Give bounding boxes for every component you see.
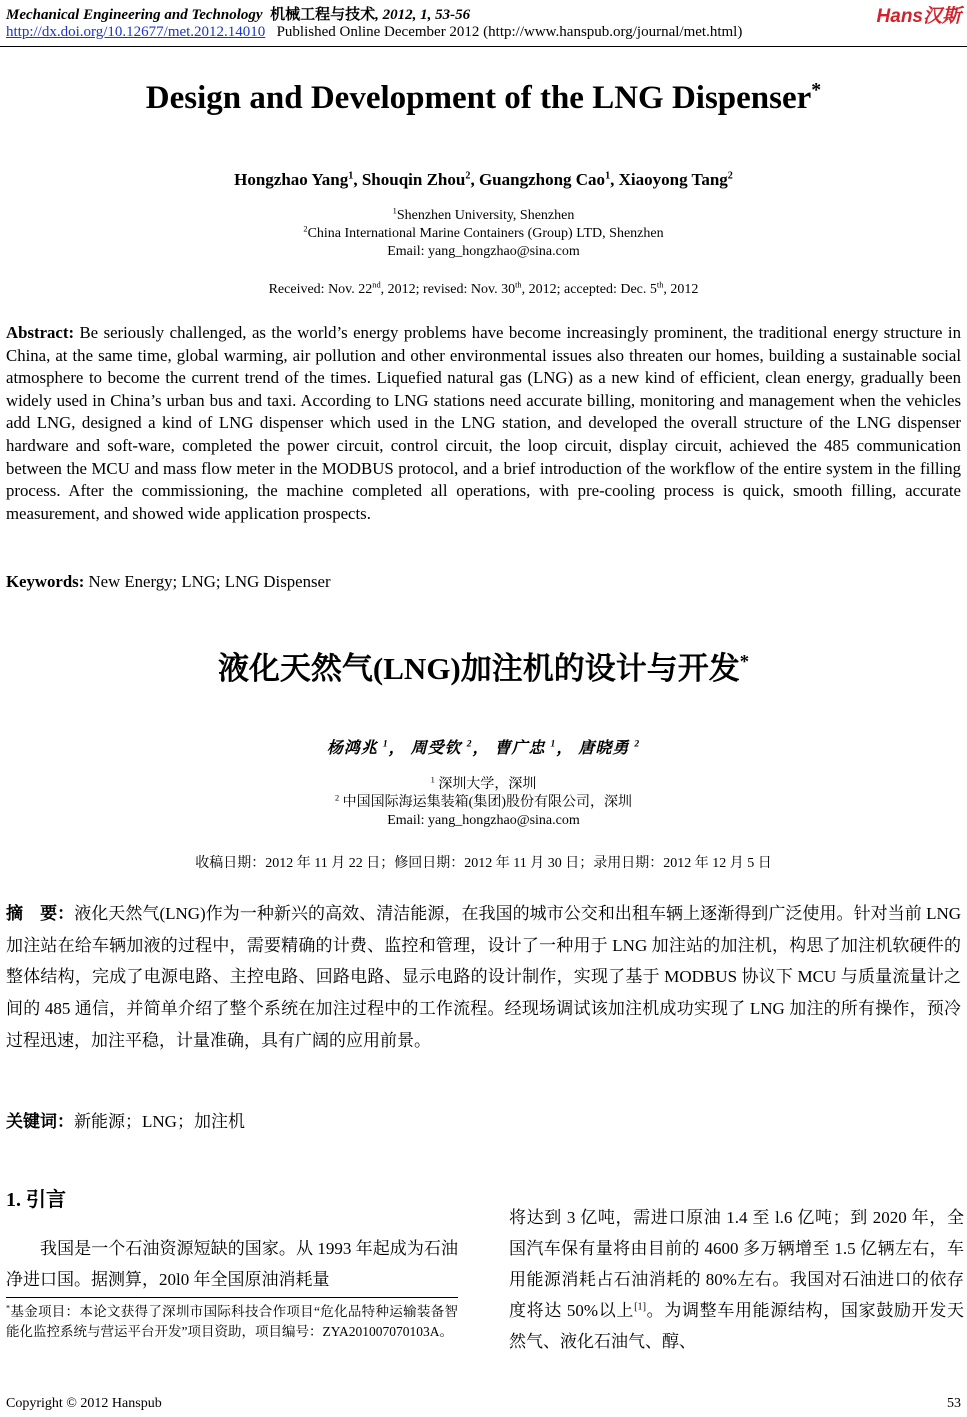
publisher-logo: Hans汉斯 <box>876 6 961 27</box>
author-name: 周受钦 <box>410 740 462 757</box>
author-name: 杨鸿兆 <box>326 740 378 757</box>
title-footnote-mark: * <box>811 79 822 101</box>
journal-issue: , 2012, 1, 53-56 <box>375 7 471 23</box>
title-english: Design and Development of the LNG Dispenser* <box>145 79 822 116</box>
section-heading: 1. 引言 <box>6 1189 66 1211</box>
abstract-label: 摘 要： <box>6 904 75 923</box>
keywords-label: 关键词： <box>6 1112 74 1131</box>
abstract-label: Abstract: <box>6 323 75 342</box>
doi-link[interactable]: http://dx.doi.org/10.12677/met.2012.14010 <box>6 24 266 40</box>
journal-name-cn: 机械工程与技术 <box>270 7 376 23</box>
journal-name: Mechanical Engineering and Technology <box>6 7 263 23</box>
email: Email: yang_hongzhao@sina.com <box>387 813 580 828</box>
keywords-label: Keywords: <box>6 572 85 591</box>
footer-copyright: Copyright © 2012 Hanspub <box>6 1396 162 1411</box>
footnote-text: 基金项目：本论文获得了深圳市国际科技合作项目“危化品特种运输装备智能化监控系统与营运平台开发”项目资助，项目编号：ZYA201007070103A。 <box>6 1304 458 1339</box>
author-name: Hongzhao Yang <box>234 170 349 189</box>
author-name: Guangzhong Cao <box>478 170 606 189</box>
title-footnote-mark: * <box>739 651 750 673</box>
received-dates-chinese: 收稿日期：2012 年 11 月 22 日；修回日期：2012 年 11 月 30 日；录用日期：2012 年 12 月 5 日 <box>195 856 772 871</box>
affiliation-1: $^1$Shenzhen University, Shenzhen <box>392 206 575 223</box>
journal-header <box>6 3 470 24</box>
footnote <box>6 1302 458 1342</box>
body-paragraph-right: 将达到 3 亿吨，需进口原油 1.4 至 l.6 亿吨；到 2020 年，全国汽车保有量将由目前的 4600 多万辆增至 1.5 亿辆左右，车用能源消耗占石油消耗的 80%左右。我国对石油进口的依存度将达 50%以上[1]。为调整车用能源结构，国家鼓励开发天然气、液化石油气、醇、 <box>509 1208 964 1351</box>
author-name: Xiaoyong Tang <box>618 170 728 189</box>
page-number: 53 <box>947 1396 961 1411</box>
publication-line <box>6 24 742 41</box>
keywords-text: 新能源；LNG；加注机 <box>74 1112 245 1131</box>
body-paragraph-left: 我国是一个石油资源短缺的国家。从 1993 年起成为石油净进口国。据测算，20l0 年全国原油消耗量 <box>6 1239 458 1289</box>
author-name: 唐晓勇 <box>578 740 630 757</box>
author-name: Shouqin Zhou <box>361 170 466 189</box>
citation-ref[interactable]: [1] <box>634 1301 646 1313</box>
author-name: 曹广忠 <box>494 740 546 757</box>
title-chinese: 液化天然气(LNG)加注机的设计与开发* <box>217 651 750 686</box>
keywords-text: New Energy; LNG; LNG Dispenser <box>84 572 331 591</box>
abstract-chinese <box>6 898 961 1057</box>
affiliations-chinese <box>0 776 967 830</box>
authors-chinese: 杨鸿兆 $^1$， 周受钦 $^2$， 曹广忠 $^1$， 唐晓勇 $^2$ <box>326 738 641 757</box>
received-dates-english: Received: Nov. 22nd, 2012; revised: Nov. 30th, 2012; accepted: Dec. 5th, 2012 <box>268 280 699 297</box>
authors-english: Hongzhao Yang$^1$, Shouqin Zhou$^2$, Guangzhong Cao$^1$, Xiaoyong Tang$^2$ <box>234 170 733 189</box>
affiliation-2: $^2$China International Marine Containers (Group) LTD, Shenzhen <box>303 224 664 241</box>
affiliation-2: $^2$ 中国国际海运集装箱(集团)股份有限公司，深圳 <box>334 793 632 810</box>
email: Email: yang_hongzhao@sina.com <box>387 244 580 259</box>
abstract-english <box>6 322 961 525</box>
footnote-divider <box>6 1297 458 1298</box>
abstract-text: Be seriously challenged, as the world’s energy problems have become increasingly prominent, the traditional energy structure in China, at the same time, global warming, air pollution and other environmental issues also threaten our homes, building a sustainable social atmosphere to become the current trend of the times. Liquefied natural gas (LNG) as a new kind of efficient, clean energy, gradually been widely used in China’s urban bus and taxi. According to LNG stations need accurate billing, monitoring and management when the vehicles add LNG, designed a kind of LNG dispenser which used in the LNG station, and developed the overall structure of the LNG dispenser hardware and soft-ware, completed the power circuit, control circuit, the loop circuit, display circuit, achieved the 485 communication between the MCU and mass flow meter in the MODBUS protocol, and a brief introduction of the workflow of the entire system in the filling process. After the commissioning, the machine completed all operations, with pre-cooling process is quick, smooth filling, accurate measurement, and showed wide application prospects. <box>6 323 961 523</box>
published-online: Published Online December 2012 (http://www.hanspub.org/journal/met.html) <box>276 24 743 40</box>
footnote-mark: * <box>6 1303 11 1313</box>
keywords-chinese <box>6 1106 961 1138</box>
header-divider <box>0 46 967 47</box>
affiliations-english <box>0 207 967 261</box>
affiliation-1: $^1$ 深圳大学，深圳 <box>430 775 537 792</box>
keywords-english <box>6 571 961 594</box>
abstract-text: 液化天然气(LNG)作为一种新兴的高效、清洁能源，在我国的城市公交和出租车辆上逐渐得到广泛使用。针对当前 LNG 加注站在给车辆加液的过程中，需要精确的计费、监控和管理，设计了一种用于 LNG 加注站的加注机，构思了加注机软硬件的整体结构，完成了电源电路、主控电路、回路电路、显示电路的设计制作，实现了基于 MODBUS 协议下 MCU 与质量流量计之间的 485 通信，并简单介绍了整个系统在加注过程中的工作流程。经现场调试该加注机成功实现了 LNG 加注的所有操作，预冷过程迅速，加注平稳，计量准确，具有广阔的应用前景。 <box>6 904 962 1050</box>
